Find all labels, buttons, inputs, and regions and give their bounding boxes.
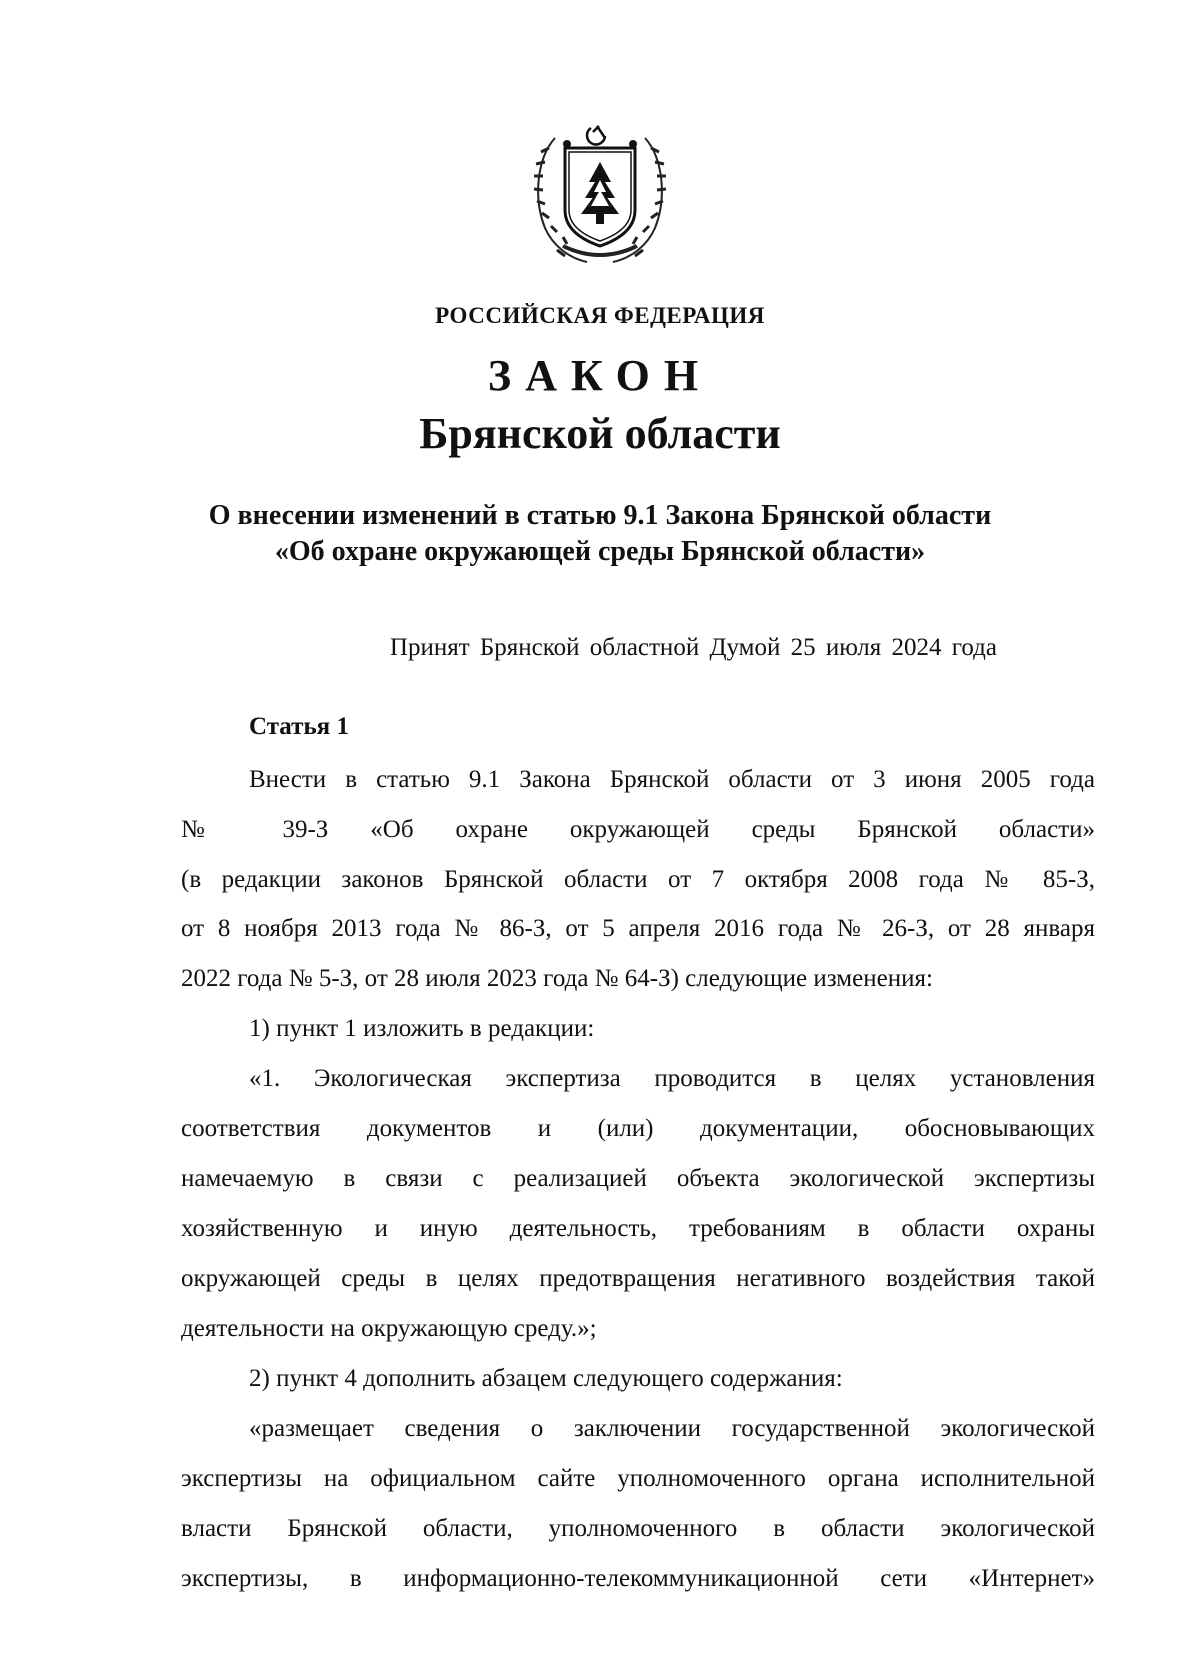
article-text-line: окружающей среды в целях предотвращения негативного воздействия такой	[181, 1265, 1095, 1292]
article-text-line: 2022 года № 5-З, от 28 июля 2023 года № 64-З) следующие изменения:	[181, 965, 933, 992]
law-subject	[150, 498, 1050, 570]
article-text-line: 2) пункт 4 дополнить абзацем следующего содержания:	[249, 1365, 843, 1392]
article-text-line: 1) пункт 1 изложить в редакции:	[249, 1015, 595, 1042]
document-type-title: ЗАКОН	[487, 351, 713, 400]
bryansk-coat-of-arms-emblem	[527, 118, 673, 268]
article-text-line: № 39-З «Об охране окружающей среды Брянской области»	[181, 816, 1095, 843]
article-text-line: Внести в статью 9.1 Закона Брянской области от 3 июня 2005 года	[249, 766, 1095, 793]
law-subject-line-1: О внесении изменений в статью 9.1 Закона Брянской области	[208, 500, 992, 531]
article-text-line: от 8 ноября 2013 года № 86-З, от 5 апреля 2016 года № 26-З, от 28 января	[181, 915, 1095, 942]
article-text-line: (в редакции законов Брянской области от 7 октября 2008 года № 85-З,	[181, 866, 1095, 893]
article-text-line: соответствия документов и (или) документации, обосновывающих	[181, 1115, 1095, 1142]
country-title: РОССИЙСКАЯ ФЕДЕРАЦИЯ	[435, 303, 765, 328]
article-title: Статья 1	[249, 713, 349, 740]
article-text-line: экспертизы на официальном сайте уполномоченного органа исполнительной	[181, 1465, 1095, 1492]
article-text-line: экспертизы, в информационно-телекоммуникационной сети «Интернет»	[181, 1565, 1095, 1592]
article-text-line: «1. Экологическая экспертиза проводится в целях установления	[249, 1065, 1095, 1092]
article-text-line: намечаемую в связи с реализацией объекта экологической экспертизы	[181, 1165, 1095, 1192]
region-title: Брянской области	[419, 409, 781, 458]
adoption-note: Принят Брянской областной Думой 25 июля 2024 года	[389, 634, 997, 661]
article-text-line: «размещает сведения о заключении государственной экологической	[249, 1415, 1095, 1442]
law-subject-line-2: «Об охране окружающей среды Брянской области»	[274, 536, 926, 567]
article-text-line: власти Брянской области, уполномоченного в области экологической	[181, 1515, 1095, 1542]
article-text-line: хозяйственную и иную деятельность, требованиям в области охраны	[181, 1215, 1095, 1242]
article-text-line: деятельности на окружающую среду.»;	[181, 1315, 597, 1342]
